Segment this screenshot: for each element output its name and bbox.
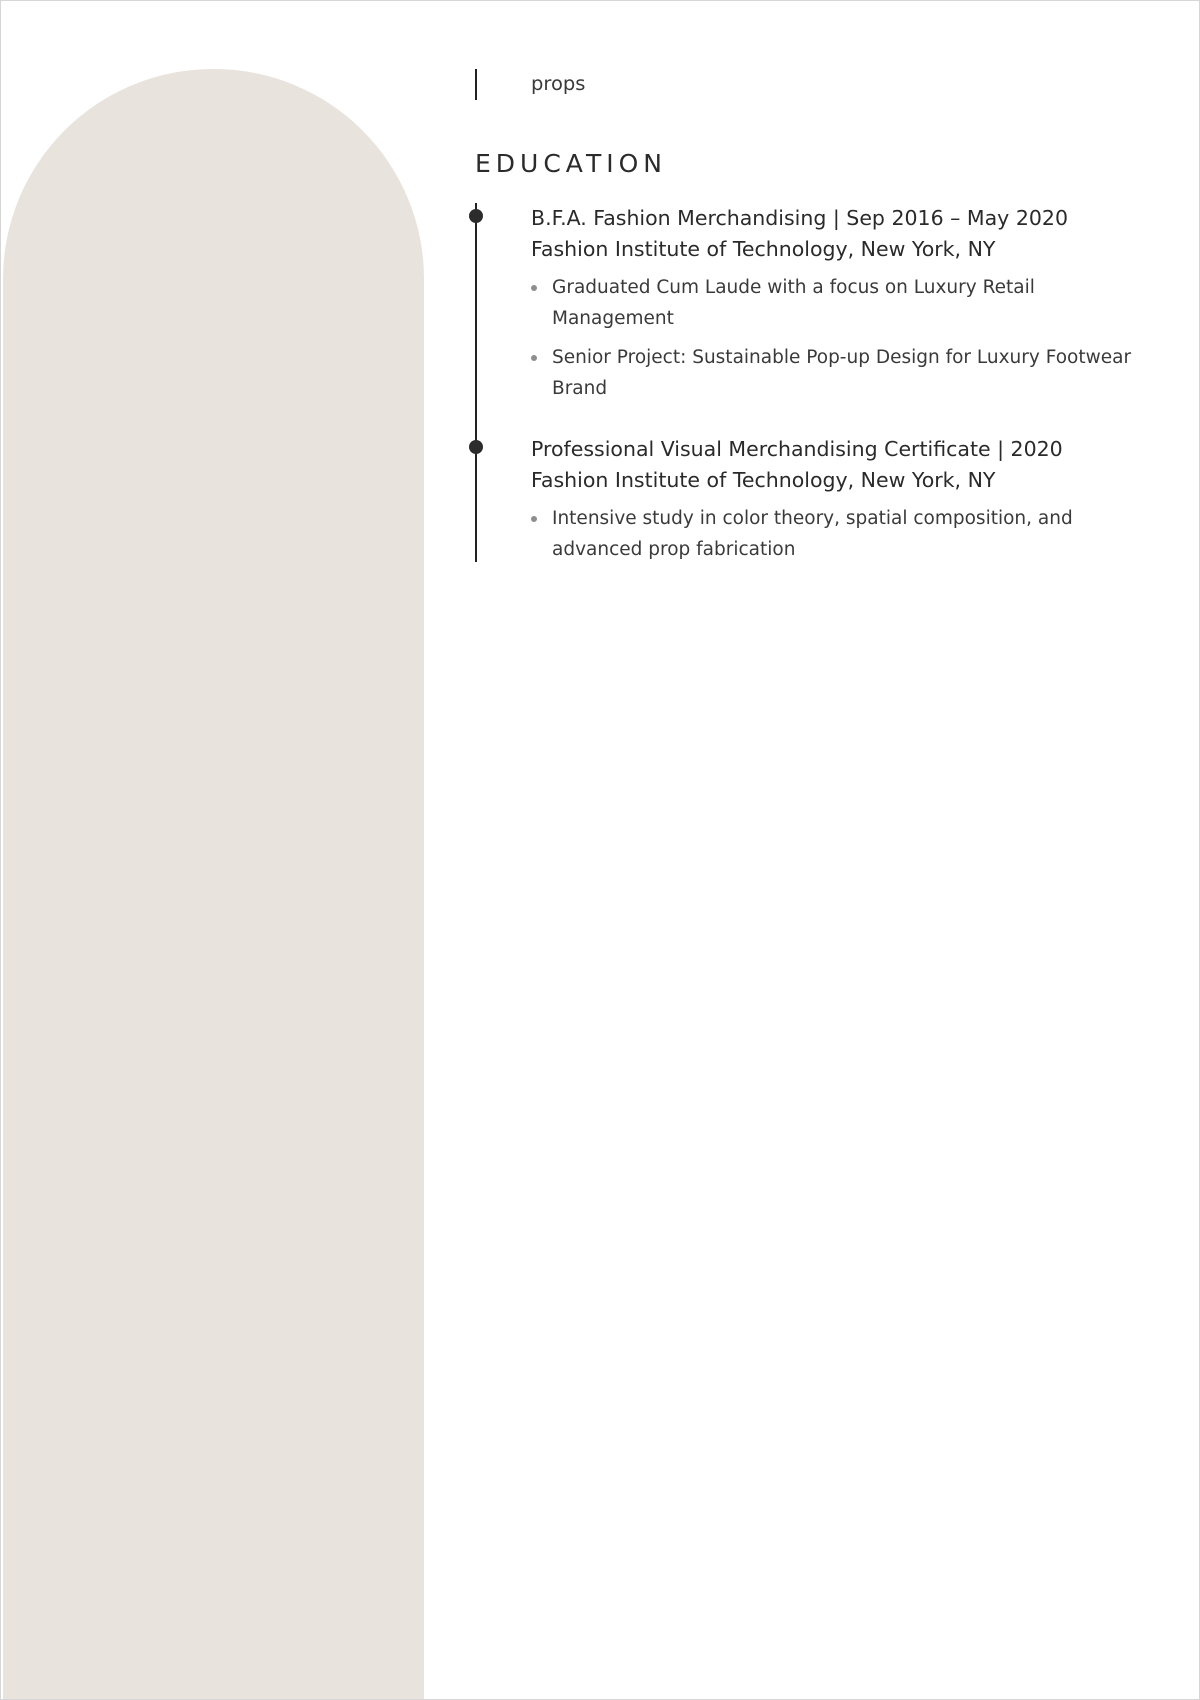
entry-bullets (531, 272, 1141, 412)
timeline-dot-icon (469, 209, 483, 223)
decorative-arch-panel (3, 69, 424, 1700)
bullet-item (531, 272, 1141, 334)
continued-text: props (531, 72, 586, 95)
timeline-line (475, 203, 477, 562)
timeline-dot-icon (469, 440, 483, 454)
main-column (475, 69, 1155, 562)
entry-school: Fashion Institute of Technology, New York, NY (531, 237, 996, 261)
bullet-item (531, 342, 1141, 404)
entry-title: Professional Visual Merchandising Certificate | 2020 (531, 437, 1063, 461)
continued-entry (475, 69, 1155, 100)
entry-header (531, 434, 1151, 496)
education-heading: EDUCATION (475, 149, 667, 178)
education-timeline (475, 203, 1155, 562)
timeline-rule (475, 69, 477, 100)
bullet-dot-icon (531, 355, 537, 361)
entry-bullets (531, 503, 1141, 573)
bullet-item (531, 503, 1141, 565)
bullet-dot-icon (531, 516, 537, 522)
bullet-text: Senior Project: Sustainable Pop-up Design for Luxury Footwear Brand (552, 347, 1132, 399)
bullet-text: Intensive study in color theory, spatial composition, and advanced prop fabrication (552, 508, 1073, 560)
bullet-text: Graduated Cum Laude with a focus on Luxury Retail Management (552, 277, 1035, 329)
bullet-dot-icon (531, 285, 537, 291)
entry-header (531, 203, 1151, 265)
entry-school: Fashion Institute of Technology, New York, NY (531, 468, 996, 492)
entry-title: B.F.A. Fashion Merchandising | Sep 2016 – May 2020 (531, 206, 1068, 230)
